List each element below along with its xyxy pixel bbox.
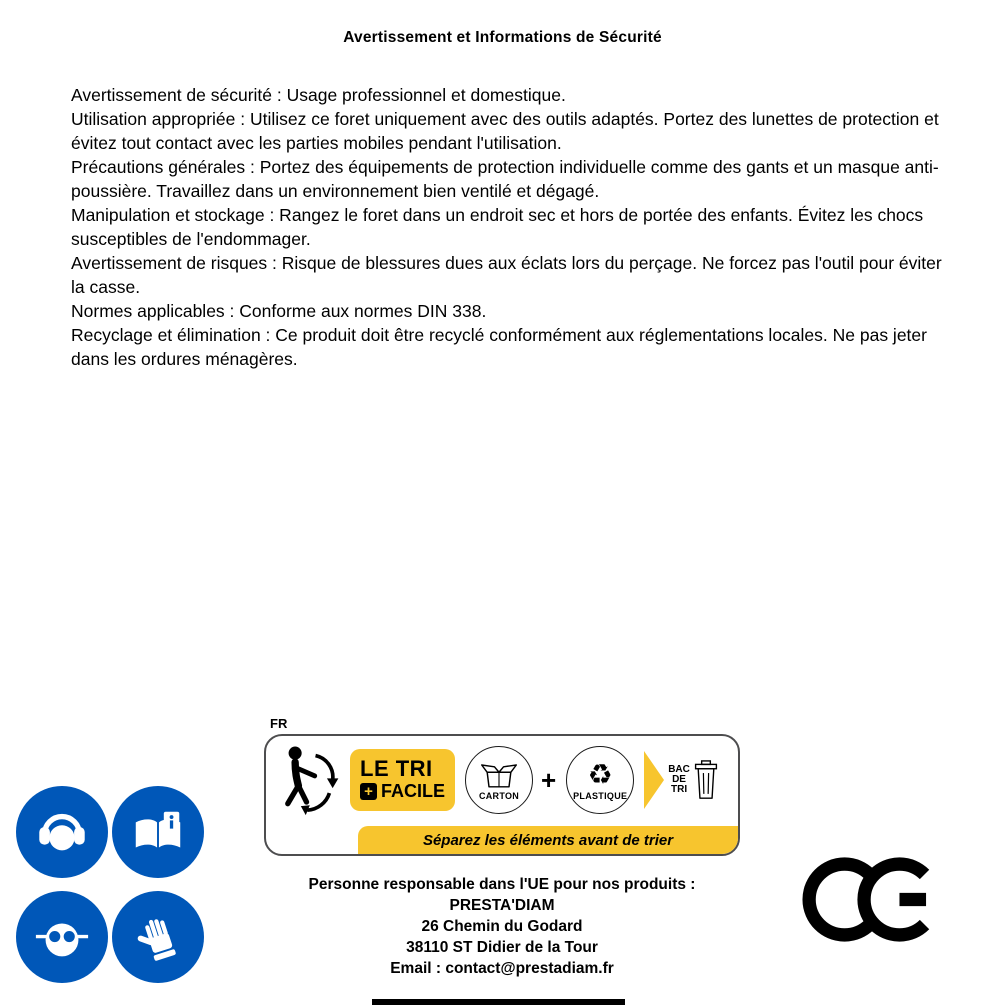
arrow-right-icon bbox=[644, 751, 664, 809]
bin-word-line: BAC bbox=[668, 764, 690, 775]
mandatory-safety-icons bbox=[16, 786, 204, 983]
bac-de-tri-label bbox=[668, 765, 690, 795]
facile-line bbox=[360, 780, 445, 803]
contact-email: Email : contact@prestadiam.fr bbox=[390, 960, 614, 977]
triman-recycling-icon bbox=[278, 741, 340, 819]
paragraph-standards: Normes applicables : Conforme aux normes DIN 338. bbox=[71, 301, 487, 321]
page-title: Avertissement et Informations de Sécurité bbox=[343, 29, 662, 46]
le-tri-text: LE TRI bbox=[360, 756, 433, 781]
sorting-tagline: Séparez les éléments avant de trier bbox=[358, 826, 738, 854]
paragraph-safety-warning: Avertissement de sécurité : Usage professionnel et domestique. bbox=[71, 85, 566, 105]
paragraph-general-precautions: Précautions générales : Portez des équipements de protection individuelle comme des gants et un masque anti-poussière. Travaillez dans un environnement bien ventilé et dégagé. bbox=[71, 157, 939, 201]
recycling-triangle-icon: ♻ bbox=[587, 757, 613, 791]
paragraph-handling-storage: Manipulation et stockage : Rangez le foret dans un endroit sec et hors de portée des enfants. Évitez les chocs susceptibles de l'endommager. bbox=[71, 205, 924, 249]
bin-word-line: TRI bbox=[670, 784, 688, 795]
materials-plus-sign: + bbox=[541, 764, 557, 795]
plastique-material-badge bbox=[566, 746, 634, 814]
responsible-heading: Personne responsable dans l'UE pour nos produits : bbox=[308, 876, 696, 893]
safety-text-block bbox=[71, 83, 951, 371]
carton-material-badge bbox=[465, 746, 533, 814]
cardboard-box-icon bbox=[479, 760, 519, 790]
paragraph-proper-use: Utilisation appropriée : Utilisez ce foret uniquement avec des outils adaptés. Portez des lunettes de protection et évitez tout contact avec les parties mobiles pendant l'utilisation. bbox=[71, 109, 939, 153]
plastique-label: PLASTIQUE bbox=[573, 790, 628, 801]
company-name: PRESTA'DIAM bbox=[449, 897, 555, 914]
sorting-bin-icon bbox=[693, 759, 719, 801]
read-instruction-manual-icon bbox=[112, 786, 204, 878]
wear-eye-protection-icon bbox=[16, 891, 108, 983]
paragraph-risk-warning: Avertissement de risques : Risque de blessures dues aux éclats lors du perçage. Ne forcez pas l'outil pour éviter la casse. bbox=[71, 253, 942, 297]
info-tri-row bbox=[266, 736, 738, 824]
paragraph-recycling: Recyclage et élimination : Ce produit doit être recyclé conformément aux réglementations locales. Ne pas jeter dans les ordures ménagères. bbox=[71, 325, 927, 369]
info-tri-recycling-label bbox=[264, 716, 740, 856]
plus-icon: + bbox=[360, 783, 377, 800]
address-street: 26 Chemin du Godard bbox=[421, 918, 583, 935]
bottom-crop-bar bbox=[372, 999, 625, 1005]
eu-responsible-block bbox=[264, 874, 740, 979]
le-tri-facile-badge bbox=[350, 749, 455, 811]
facile-text: FACILE bbox=[381, 781, 446, 801]
ce-marking-icon bbox=[802, 852, 942, 952]
wear-ear-protection-icon bbox=[16, 786, 108, 878]
info-tri-box bbox=[264, 734, 740, 856]
address-city: 38110 ST Didier de la Tour bbox=[406, 939, 598, 956]
wear-protective-gloves-icon bbox=[112, 891, 204, 983]
carton-label: CARTON bbox=[478, 790, 520, 801]
country-code-label: FR bbox=[270, 716, 288, 731]
bin-word-line: DE bbox=[672, 774, 686, 785]
sorting-bin-group bbox=[668, 759, 719, 801]
